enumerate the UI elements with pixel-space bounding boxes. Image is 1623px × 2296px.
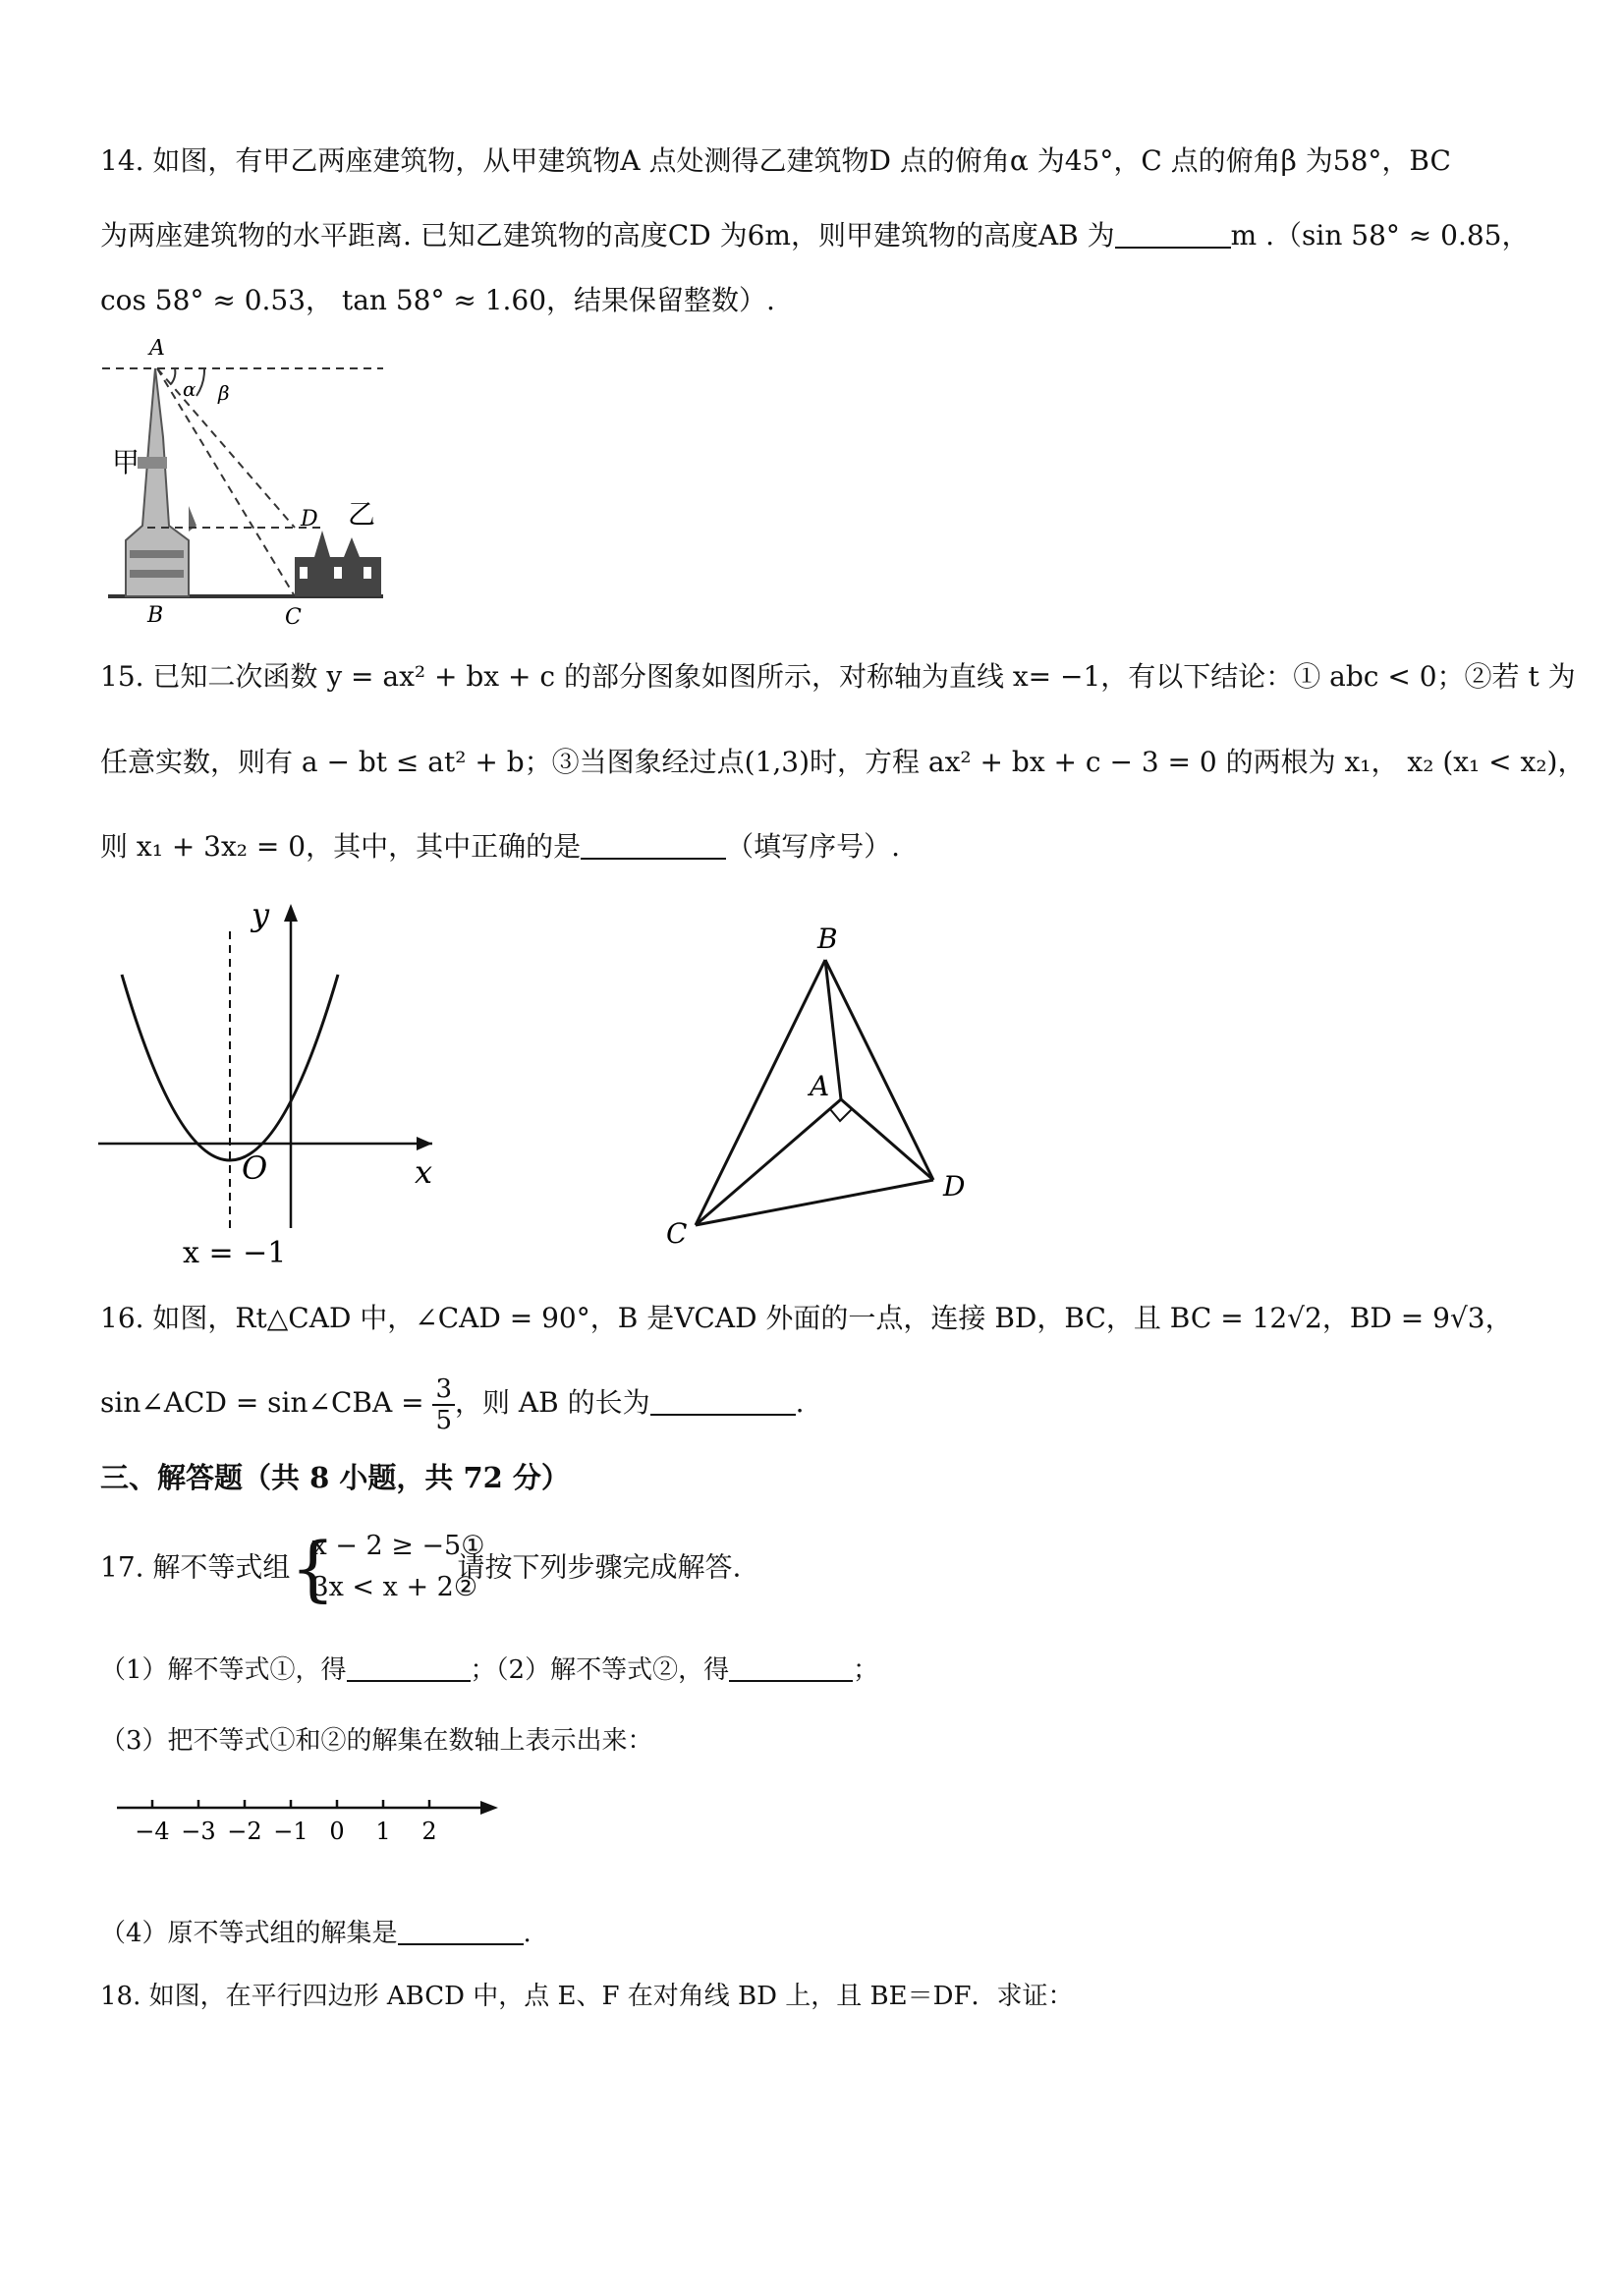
- number-line-arrow: [480, 1801, 498, 1815]
- tick-label: −1: [273, 1818, 308, 1845]
- segment-cd: [696, 1180, 933, 1225]
- tick-label: 2: [421, 1818, 437, 1845]
- x-axis-arrow: [417, 1137, 432, 1150]
- q15-line1: 15. 已知二次函数 y = ax² + bx + c 的部分图象如图所示，对称轴为直线 x= −1，有以下结论：① abc < 0；②若 t 为: [100, 660, 1576, 693]
- angle-alpha-arc: [171, 368, 175, 384]
- q15-line2: 任意实数，则有 a − bt ≤ at² + b；③当图象经过点(1,3)时，方程 ax² + bx + c − 3 = 0 的两根为 x₁， x₂ (x₁ < x₂)，: [100, 746, 1586, 778]
- q17-label: 17. 解不等式组: [100, 1550, 291, 1584]
- q16-line2-b: ，则 AB 的长为: [455, 1386, 650, 1419]
- q14-line2-a: 为两座建筑物的水平距离. 已知乙建筑物的高度CD 为6m，则甲建筑物的高度AB 为: [100, 219, 1115, 252]
- q17-steps-1-2: [100, 1651, 878, 1690]
- step1-b: ；（2）解不等式②，得: [470, 1655, 730, 1685]
- label-a: A: [149, 339, 165, 361]
- label-beta: β: [218, 381, 230, 405]
- segment-ad: [841, 1099, 933, 1180]
- q16-line2: [100, 1366, 805, 1440]
- q15-parabola-graph: [88, 894, 462, 1272]
- step4-b: .: [523, 1919, 532, 1948]
- q14-line1: 14. 如图，有甲乙两座建筑物，从甲建筑物A 点处测得乙建筑物D 点的俯角α 为45°，C 点的俯角β 为58°，BC: [100, 144, 1451, 177]
- q16-line2-a: sin∠ACD = sin∠CBA =: [100, 1386, 424, 1419]
- q16-figure: [648, 909, 982, 1253]
- step1-c: ；: [853, 1655, 879, 1685]
- q15-answer-blank[interactable]: [581, 830, 726, 860]
- q17-after: 请按下列步骤完成解答.: [457, 1550, 742, 1584]
- label-d: D: [301, 507, 318, 532]
- tick-label: −4: [135, 1818, 170, 1845]
- q15-line3-a: 则 x₁ + 3x₂ = 0，其中，其中正确的是: [100, 830, 582, 863]
- fraction-numerator: 3: [432, 1374, 455, 1406]
- q18-line1: 18. 如图，在平行四边形 ABCD 中，点 E、F 在对角线 BD 上，且 BE＝DF．求证：: [100, 1982, 1074, 2011]
- label-a: A: [810, 1070, 830, 1102]
- x-label: x: [415, 1153, 433, 1191]
- q16-line1: 16. 如图，Rt△CAD 中，∠CAD = 90°，B 是VCAD 外面的一点，连接 BD，BC，且 BC = 12√2，BD = 9√3，: [100, 1302, 1513, 1334]
- y-axis-arrow: [284, 904, 298, 922]
- segment-ac: [696, 1099, 841, 1225]
- label-b: B: [147, 603, 164, 628]
- label-c: C: [666, 1217, 688, 1250]
- tick-label: −3: [181, 1818, 216, 1845]
- q14-line2-b: m .（sin 58° ≈ 0.85，: [1230, 219, 1530, 252]
- label-alpha: α: [183, 377, 196, 401]
- q16-fraction: [432, 1374, 455, 1435]
- label-jia: 甲: [112, 446, 140, 478]
- inequality-system: [290, 1525, 485, 1611]
- q15-line3-b: （填写序号）.: [726, 830, 900, 863]
- fraction-denominator: 5: [435, 1405, 453, 1435]
- origin-label: O: [242, 1149, 268, 1187]
- step2-blank[interactable]: [729, 1652, 853, 1682]
- step4-blank[interactable]: [398, 1916, 524, 1945]
- step1-a: （1）解不等式①，得: [100, 1655, 347, 1685]
- angle-beta-arc: [196, 368, 204, 396]
- step4-a: （4）原不等式组的解集是: [100, 1919, 398, 1948]
- label-d: D: [943, 1170, 966, 1203]
- inequality-2: 3x < x + 2②: [311, 1571, 478, 1602]
- q14-line2: [100, 216, 1530, 255]
- q17-step4: [100, 1914, 532, 1953]
- q17-step3: （3）把不等式①和②的解集在数轴上表示出来：: [100, 1726, 653, 1756]
- tick-label: −2: [227, 1818, 262, 1845]
- q16-line2-c: .: [795, 1386, 805, 1419]
- building-yi: [295, 531, 381, 596]
- y-label: y: [252, 896, 270, 933]
- q17-line1: [100, 1523, 741, 1613]
- segment-bd: [825, 960, 933, 1180]
- label-yi: 乙: [348, 498, 376, 531]
- brace: {: [290, 1526, 336, 1609]
- q15-line3: [100, 827, 900, 867]
- number-line: [113, 1794, 506, 1853]
- segment-bc: [696, 960, 825, 1225]
- label-b: B: [817, 923, 838, 955]
- q14-figure: [98, 339, 393, 634]
- section-heading: 三、解答题（共 8 小题，共 72 分）: [100, 1461, 570, 1494]
- step1-blank[interactable]: [347, 1652, 471, 1682]
- tick-label: 1: [375, 1818, 391, 1845]
- tick-label: 0: [329, 1818, 345, 1845]
- q14-answer-blank[interactable]: [1115, 219, 1231, 249]
- q16-answer-blank[interactable]: [650, 1386, 796, 1416]
- symmetry-axis-label: x = −1: [183, 1236, 287, 1270]
- q14-line3: cos 58° ≈ 0.53， tan 58° ≈ 1.60，结果保留整数）.: [100, 284, 775, 316]
- label-c: C: [285, 605, 302, 630]
- inequality-1: x − 2 ≥ −5①: [311, 1530, 485, 1561]
- right-angle-mark: [830, 1099, 852, 1121]
